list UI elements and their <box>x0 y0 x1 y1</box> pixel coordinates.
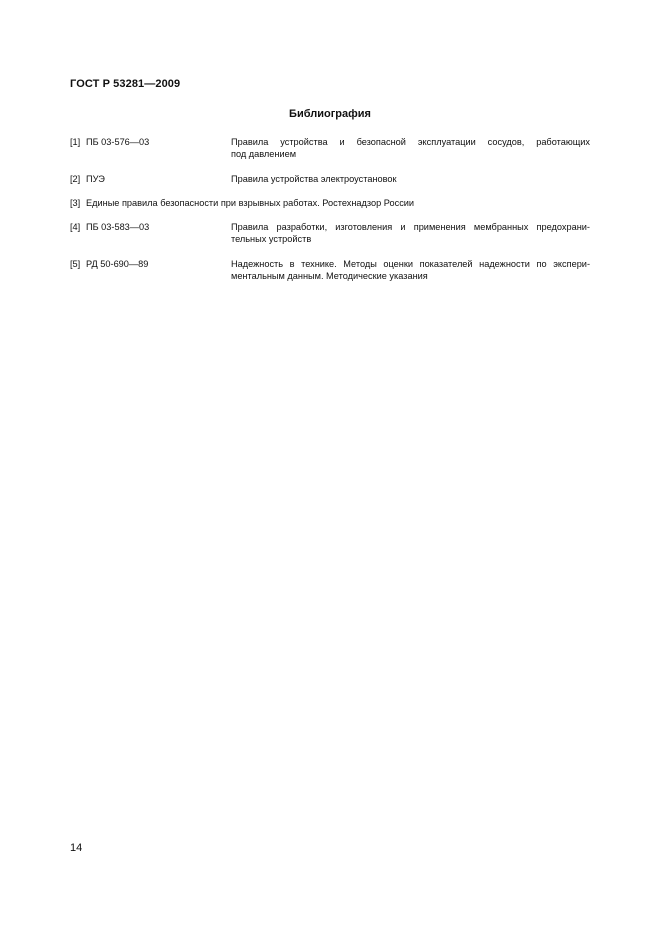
bibliography-entry-title <box>231 173 590 185</box>
bibliography-entry-number: [3] <box>70 198 81 208</box>
bibliography-entry-code: ПБ 03-576—03 <box>86 137 150 147</box>
bibliography-entry <box>70 221 590 245</box>
bibliography-entry-reference <box>70 221 149 233</box>
page-number: 14 <box>70 842 83 854</box>
bibliography-entry-code: ПУЭ <box>86 174 105 184</box>
bibliography-entry <box>70 136 590 160</box>
bibliography-entry-title-line: тельных устройств <box>231 234 312 244</box>
bibliography-entry-title-line: Надежность в технике. Методы оценки показателей надежности по экспери- <box>231 259 590 269</box>
bibliography-entry-reference <box>70 197 414 209</box>
bibliography-entry-title <box>231 221 590 245</box>
bibliography-entry <box>70 173 590 185</box>
bibliography-entry-number: [2] <box>70 174 81 184</box>
bibliography-entry-title-line: ментальным данным. Методические указания <box>231 271 428 281</box>
bibliography-entry-title-line: Правила устройства электроустановок <box>231 174 397 184</box>
bibliography-title: Библиография <box>289 108 371 120</box>
bibliography-entry-reference <box>70 258 148 270</box>
bibliography-entry-title-line: Правила устройства и безопасной эксплуатации сосудов, работающих <box>231 137 590 147</box>
bibliography-entry-title <box>231 136 590 160</box>
bibliography-entry <box>70 258 590 282</box>
bibliography-entry-code: РД 50-690—89 <box>86 259 149 269</box>
bibliography-entry-number: [4] <box>70 222 81 232</box>
bibliography-entry <box>70 197 590 209</box>
bibliography-entry-code: Единые правила безопасности при взрывных работах. Ростехнадзор России <box>86 198 415 208</box>
bibliography-entry-reference <box>70 173 105 185</box>
bibliography-entry-title-line: под давлением <box>231 149 297 159</box>
bibliography-entry-reference <box>70 136 149 148</box>
bibliography-entry-code: ПБ 03-583—03 <box>86 222 150 232</box>
document-code-header: ГОСТ Р 53281—2009 <box>70 78 181 90</box>
bibliography-entry-number: [1] <box>70 137 81 147</box>
bibliography-entry-title-line: Правила разработки, изготовления и применения мембранных предохрани- <box>231 222 590 232</box>
bibliography-entry-number: [5] <box>70 259 81 269</box>
bibliography-entry-title <box>231 258 590 282</box>
